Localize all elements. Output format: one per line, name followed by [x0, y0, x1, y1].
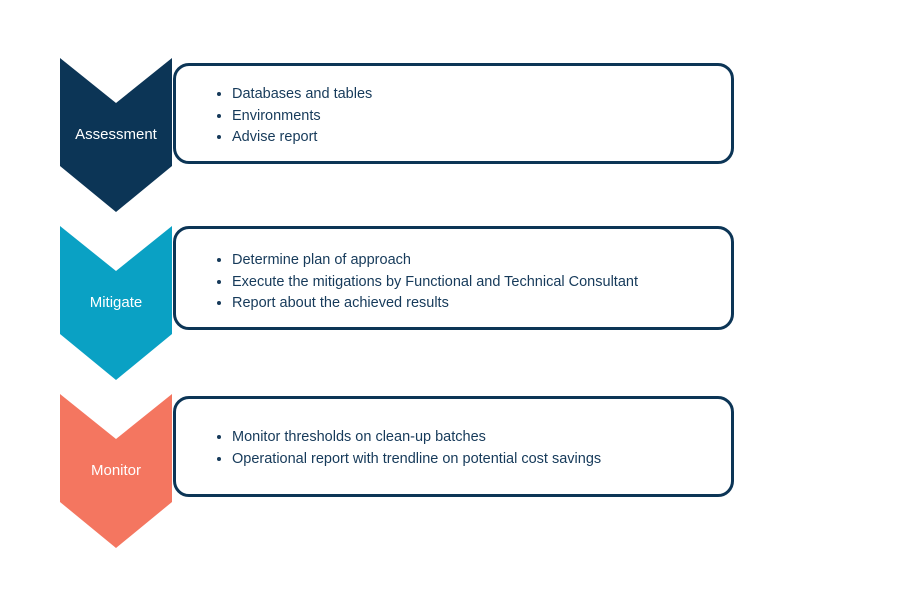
card-assessment: [173, 63, 734, 164]
card-monitor: [173, 396, 734, 497]
chevron-mitigate: [60, 226, 172, 380]
list-item: • Report about the achieved results: [232, 293, 731, 315]
step-label-monitor: Monitor: [90, 462, 142, 479]
card-mitigate: [173, 226, 734, 330]
chevron-assessment: [60, 58, 172, 212]
list-monitor: [176, 427, 731, 470]
list-item: • Monitor thresholds on clean-up batches: [232, 427, 731, 449]
step-label-mitigate: Mitigate: [89, 294, 143, 311]
step-label-assessment: Assessment: [75, 126, 157, 143]
list-mitigate: [176, 250, 731, 315]
list-item: • Advise report: [232, 127, 731, 149]
list-item: • Operational report with trendline on potential cost savings: [232, 449, 731, 471]
chevron-monitor: [60, 394, 172, 548]
list-assessment: [176, 84, 731, 149]
list-item: • Execute the mitigations by Functional and Technical Consultant: [232, 272, 731, 294]
list-item: • Determine plan of approach: [232, 250, 731, 272]
list-item: • Environments: [232, 106, 731, 128]
list-item: • Databases and tables: [232, 84, 731, 106]
